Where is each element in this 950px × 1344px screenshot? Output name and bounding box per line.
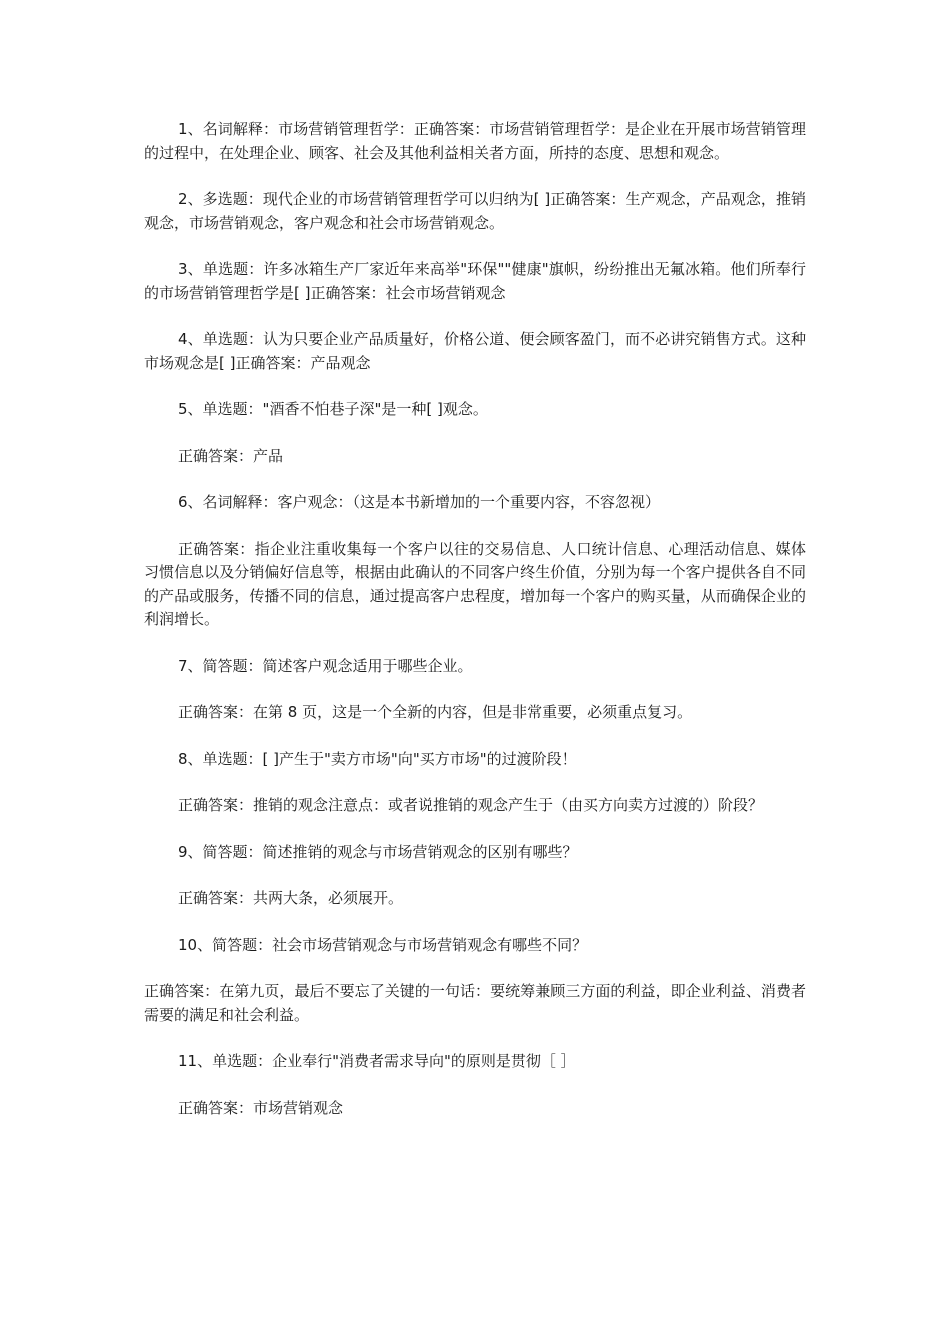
question-4-paragraph: 4、单选题：认为只要企业产品质量好，价格公道、便会顾客盈门，而不必讲究销售方式。这种市场观念是[ ]正确答案：产品观念	[144, 330, 806, 372]
question-3-paragraph: 3、单选题：许多冰箱生产厂家近年来高举"环保""健康"旗帜，纷纷推出无氟冰箱。他们所奉行的市场营销管理哲学是[ ]正确答案：社会市场营销观念	[144, 260, 806, 302]
answer-11-paragraph: 正确答案：市场营销观念	[178, 1098, 344, 1117]
question-10-paragraph: 10、简答题：社会市场营销观念与市场营销观念有哪些不同？	[178, 935, 588, 954]
question-6-paragraph: 6、名词解释：客户观念：（这是本书新增加的一个重要内容，不容忽视）	[178, 493, 661, 511]
question-1-paragraph: 1、名词解释：市场营销管理哲学：正确答案：市场营销管理哲学：是企业在开展市场营销管理的过程中，在处理企业、顾客、社会及其他利益相关者方面，所持的态度、思想和观念。	[144, 120, 806, 162]
document-page	[144, 118, 806, 1143]
question-11-paragraph: 11、单选题：企业奉行"消费者需求导向"的原则是贯彻［ ］	[178, 1052, 576, 1070]
answer-6-paragraph: 正确答案：指企业注重收集每一个客户以往的交易信息、人口统计信息、心理活动信息、媒体习惯信息以及分销偏好信息等，根据由此确认的不同客户终生价值，分别为每一个客户提供各自不同的产品或服务，传播不同的信息，通过提高客户忠程度，增加每一个客户的购买量，从而确保企业的利润增长。	[144, 539, 806, 628]
question-5-paragraph: 5、单选题："酒香不怕巷子深"是一种[ ]观念。	[178, 400, 488, 418]
answer-5-paragraph: 正确答案：产品	[178, 446, 284, 465]
answer-8-paragraph: 正确答案：推销的观念注意点：或者说推销的观念产生于（由买方向卖方过渡的）阶段？	[178, 796, 764, 814]
answer-10-paragraph: 正确答案：在第九页，最后不要忘了关键的一句话：要统筹兼顾三方面的利益，即企业利益、消费者需要的满足和社会利益。	[144, 982, 806, 1024]
question-9-paragraph: 9、简答题：简述推销的观念与市场营销观念的区别有哪些？	[178, 842, 578, 861]
question-2-paragraph: 2、多选题：现代企业的市场营销管理哲学可以归纳为[ ]正确答案：生产观念，产品观念，推销观念，市场营销观念，客户观念和社会市场营销观念。	[144, 190, 806, 232]
question-8-paragraph: 8、单选题：[ ]产生于"卖方市场"向"买方市场"的过渡阶段！	[178, 749, 577, 768]
answer-9-paragraph: 正确答案：共两大条，必须展开。	[178, 889, 404, 907]
question-7-paragraph: 7、简答题：简述客户观念适用于哪些企业。	[178, 656, 473, 675]
answer-7-paragraph: 正确答案：在第 8 页，这是一个全新的内容，但是非常重要，必须重点复习。	[178, 703, 693, 721]
